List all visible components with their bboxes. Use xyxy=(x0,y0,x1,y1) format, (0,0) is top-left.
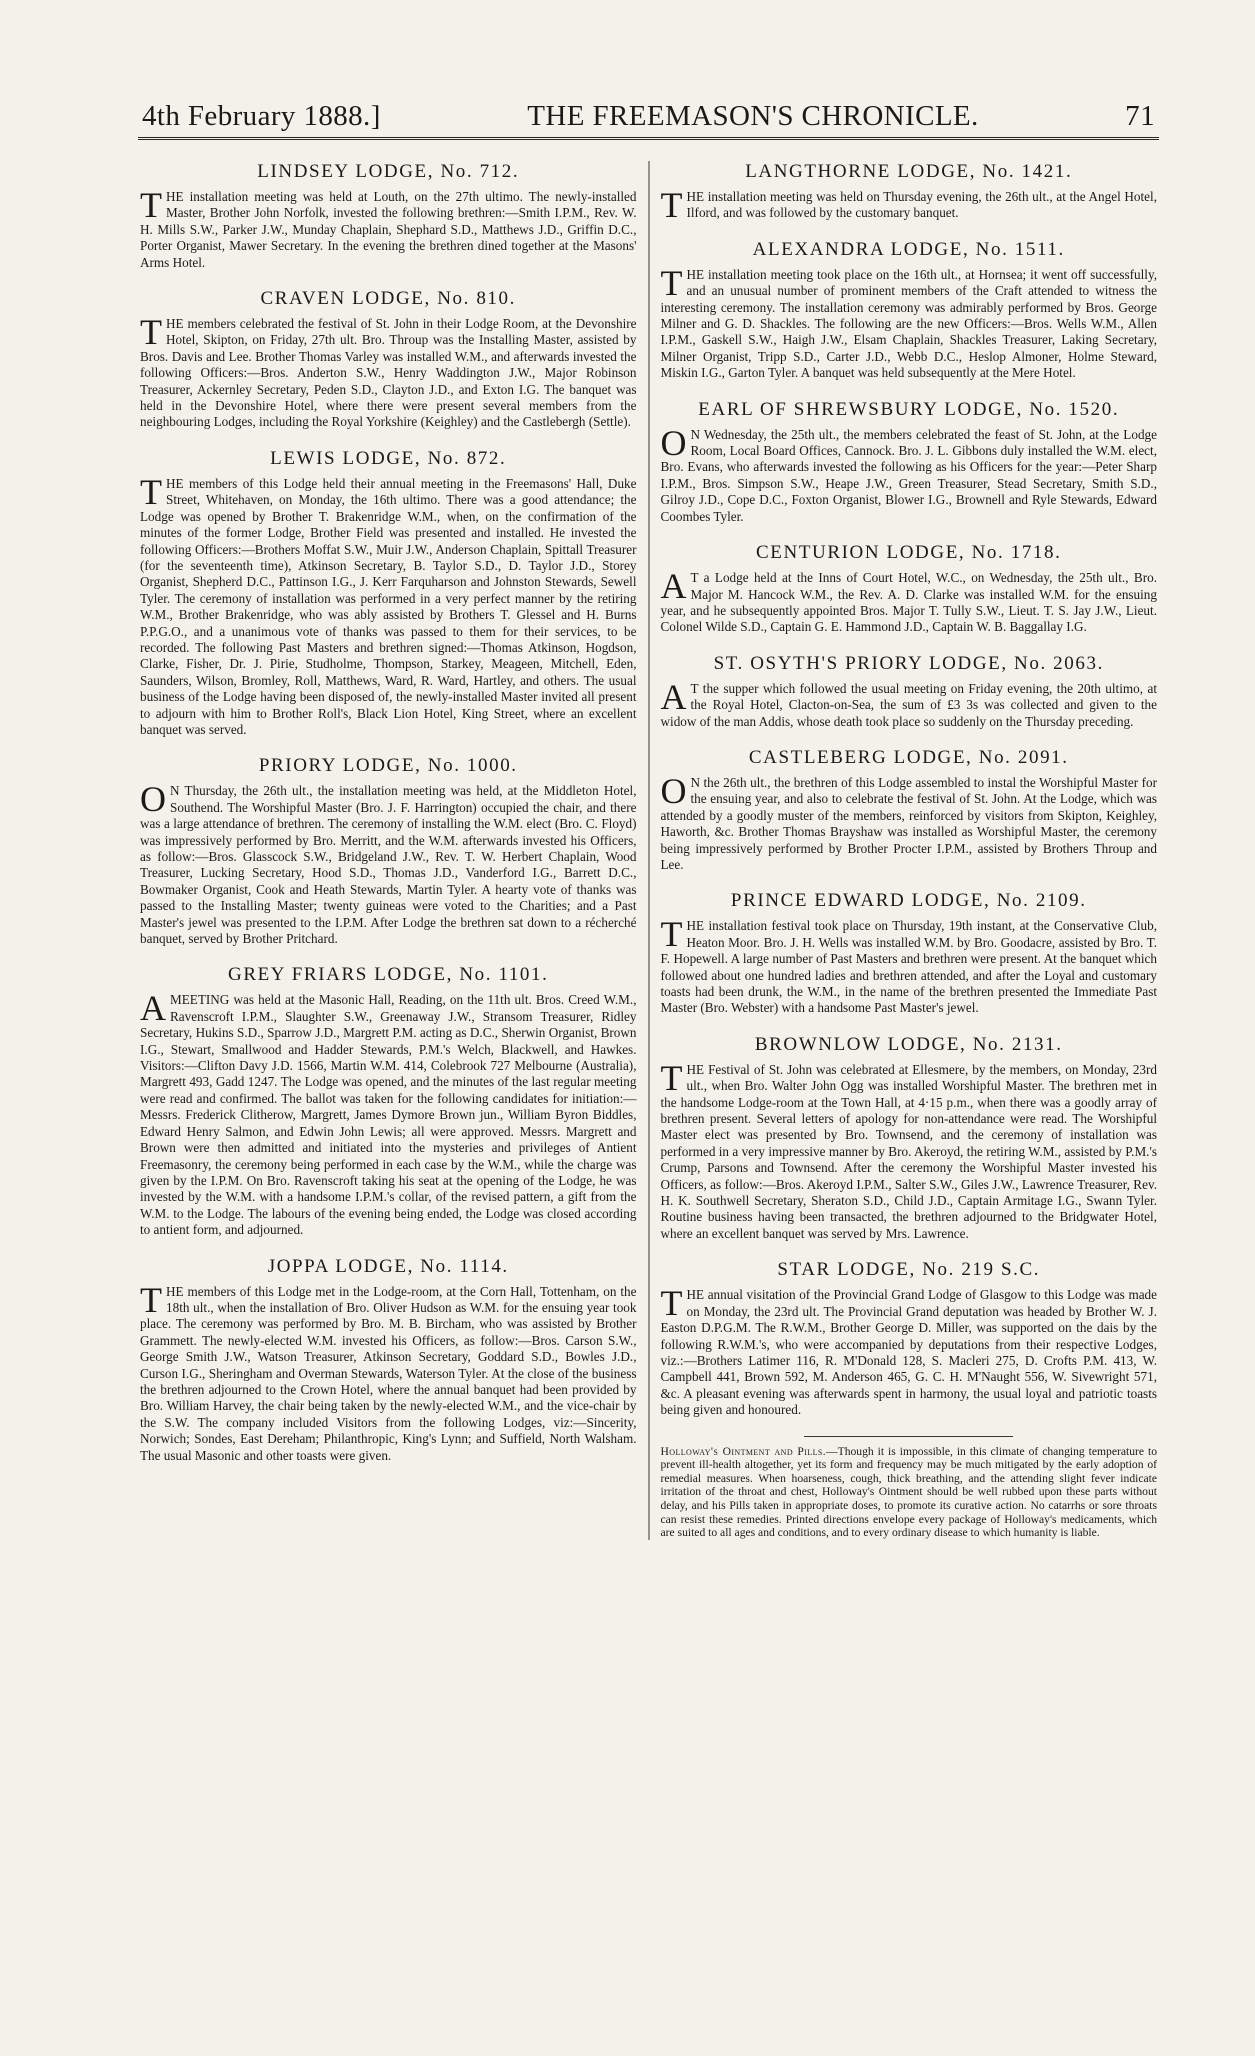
article-body xyxy=(660,1057,1158,1242)
article-body xyxy=(660,1283,1158,1418)
article-text: HE members of this Lodge held their annual meeting in the Freemasons' Hall, Duke Street, Whitehaven, on Monday, the 16th ultimo. There was a good attendance; the Lodge was opened by Brother T. Brakenridge W.M., when, on the confirmation of the minutes of the former Lodge, Brother Field was presented and installed. He invested the following Officers:—Brothers Moffat S.W., Muir J.W., Anderson Chaplain, Spittall Treasurer (for the seventeenth time), Atkinson Secretary, B. Taylor S.D., D. Taylor J.D., Storey Organist, Shepherd D.C., Pattinson I.G., J. Kerr Farquharson and Johnston Stewards, Sewell Tyler. The ceremony of installation was performed in a very perfect manner by the retiring W.M., Brother Brakenridge, who was ably assisted by Brothers T. Glessel and H. Burns P.P.G.O., and a unanimous vote of thanks was passed to them for their services, to be recorded. The following Past Masters and brethren signed:—Thomas Atkinson, Hogdson, Clarke, Fisher, Dr. J. Pirie, Studholme, Thompson, Starkey, Meageen, Mitchell, Eden, Saunders, Wilson, Bromley, Roll, Matthews, Ward, R. Ward, Hartley, and others. The usual business of the Lodge having been disposed of, the newly-installed Master invited all present to adjourn with him to Brother Roll's, Black Lion Hotel, King Street, where an excellent banquet was served. xyxy=(140,475,637,737)
article-text: HE installation meeting took place on the 16th ult., at Hornsea; it went off successfully, and an unusual number of prominent members of the Craft attended to witness the interesting ceremony. The installation ceremony was admirably performed by Bros. George Milner and G. D. Shackles. The following are the new Officers:—Bros. Wells W.M., Allen I.P.M., Gaskell S.W., Haigh J.W., Elsam Chaplain, Shackles Treasurer, Laking Secretary, Milner Organist, Tripp S.D., Carter J.D., Webb D.C., Heslop Almoner, Holme Steward, Miskin I.G., Garton Tyler. A banquet was held subsequently at the Mere Hotel. xyxy=(660,266,1157,381)
drop-cap: T xyxy=(660,1283,683,1324)
article-lewis-lodge xyxy=(140,448,637,739)
drop-cap: A xyxy=(140,988,166,1029)
drop-cap: O xyxy=(660,770,687,811)
article-lindsey-lodge xyxy=(140,161,637,271)
advert-heading: Holloway's Ointment and Pills. xyxy=(660,1444,827,1458)
drop-cap: O xyxy=(660,422,687,463)
drop-cap: T xyxy=(660,185,683,225)
publication-title: THE FREEMASON'S CHRONICLE. xyxy=(527,100,979,132)
article-title: PRIORY LODGE, No. 1000. xyxy=(258,755,518,777)
article-body xyxy=(140,1279,637,1464)
article-text: HE installation festival took place on Thursday, 19th instant, at the Conservative Club, Heaton Moor. Bro. J. H. Wells was installed W.M. by Bro. Goodacre, assisted by Bro. T. F. Hopewell. A large number of Past Masters and brethren were present. At the banquet which followed about one hundred ladies and brethren attended, and after the Loyal and customary toasts had been drunk, the W.M., in the name of the brethren presented the Immediate Past Master (Bro. Webster) with a handsome Past Master's jewel. xyxy=(660,918,1157,1016)
holloway-advertisement xyxy=(661,1445,1158,1540)
article-title: STAR LODGE, No. 219 S.C. xyxy=(777,1259,1041,1281)
article-body xyxy=(140,312,637,431)
article-title: CENTURION LODGE, No. 1718. xyxy=(756,542,1062,564)
article-text: N Wednesday, the 25th ult., the members celebrated the feast of St. John, at the Lodge Room, Local Board Offices, Cannock. Bro. J. L. Gibbons duly installed the W.M. elect, Bro. Evans, who afterwards invested the following as his Officers for the year:—Peter Sharp I.P.M., Bros. Simpson S.W., Heape J.W., Green Treasurer, Stead Secretary, Smith S.D., Gilroy J.D., Cope D.C., Foxton Organist, Blower I.G., Brownell and Ryle Stewards, Edward Coombes Tyler. xyxy=(660,426,1157,524)
article-castleberg-lodge xyxy=(661,747,1158,873)
article-joppa-lodge xyxy=(140,1256,637,1464)
article-body xyxy=(660,566,1158,636)
article-text: N the 26th ult., the brethren of this Lodge assembled to instal the Worshipful Master for the ensuing year, and also to celebrate the festival of St. John. At the Lodge, which was attended by a goodly muster of the members, reinforced by visitors from Skipton, Keighley, Haworth, &c. Brother Thomas Brayshaw was installed as Worshipful Master, the ceremony being impressively performed by Brother Procter I.P.M., assisted by Brothers Throup and Lee. xyxy=(660,774,1157,872)
article-body xyxy=(660,262,1158,382)
page-number: 71 xyxy=(1125,100,1155,132)
article-body xyxy=(660,676,1158,730)
article-grey-friars-lodge xyxy=(140,964,637,1238)
article-body xyxy=(660,914,1158,1016)
drop-cap: T xyxy=(140,312,162,353)
article-columns xyxy=(138,161,1159,1540)
article-title: GREY FRIARS LODGE, No. 1101. xyxy=(228,964,549,986)
article-body xyxy=(660,422,1158,525)
article-alexandra-lodge xyxy=(661,239,1158,382)
drop-cap: A xyxy=(660,676,687,717)
article-text: N Thursday, the 26th ult., the installation meeting was held, at the Middleton Hotel, Southend. The Worshipful Master (Bro. J. F. Harrington) occupied the chair, and there was a large attendance of brethren. The ceremony of installing the W.M. elect (Bro. C. Floyd) was impressively performed by Bro. Merritt, and the W.M. afterwards invested his Officers, as follow:—Bros. Glasscock S.W., Bridgeland J.W., Rev. T. W. Herbert Chaplain, Wood Treasurer, Lucking Secretary, Hood S.D., Thomas J.D., Vanderford I.G., Barrett D.C., Bowmaker Organist, Cook and Heath Stewards, Martin Tyler. A hearty vote of thanks was passed to the Installing Master; twenty guineas were voted to the Charities; and a Past Master's jewel was presented to the I.P.M. After Lodge the brethren sat down to a récherché banquet, served by Brother Pritchard. xyxy=(140,783,637,947)
article-title: LANGTHORNE LODGE, No. 1421. xyxy=(745,161,1073,182)
article-title: BROWNLOW LODGE, No. 2131. xyxy=(754,1033,1063,1055)
article-langthorne-lodge xyxy=(660,161,1158,225)
article-text: HE installation meeting was held at Louth, on the 27th ultimo. The newly-installed Master, Brother John Norfolk, invested the following brethren:—Smith I.P.M., Rev. W. H. Mills S.W., Parker J.W., Munday Chaplain, Shephard S.D., Matthews J.D., Griffin D.C., Porter Organist, Mawer Secretary. In the evening the brethren dined together at the Masons' Arms Hotel. xyxy=(140,189,637,270)
advert-text: —Though it is impossible, in this climate of changing temperature to prevent ill-health altogether, yet its form and frequency may be much mitigated by the early adoption of remedial measures. When hoarseness, cough, thick breathing, and the attending slight fever indicate irritation of the throat and chest, Holloway's Ointment should be well rubbed upon these parts without delay, and his Pills taken in appropriate doses, to promote its curative action. No catarrhs or sore throats can resist these remedies. Printed directions envelope every package of Holloway's medicaments, which are suited to all ages and conditions, and to every ordinary disease to which humanity is liable. xyxy=(660,1444,1157,1540)
drop-cap: T xyxy=(660,1057,683,1098)
article-body xyxy=(140,471,637,739)
drop-cap: A xyxy=(660,566,687,607)
article-title: PRINCE EDWARD LODGE, No. 2109. xyxy=(730,890,1087,912)
article-earl-of-shrewsbury-lodge xyxy=(661,399,1158,525)
drop-cap: T xyxy=(660,914,683,955)
drop-cap: T xyxy=(140,185,162,225)
article-text: HE Festival of St. John was celebrated at Ellesmere, by the members, on Monday, 23rd ult., when Bro. Walter John Ogg was installed Worshipful Master. The brethren met in the handsome Lodge-room at the Town Hall, at 4·15 p.m., when there was a goodly array of brethren present. Several letters of apology for non-attendance were read. The Worshipful Master elect was presented by Bro. Townsend, and the ceremony of installation was performed in a very impressive manner by Bro. Akeroyd, the retiring W.M., assisted by P.M.'s Crump, Parsons and Townsend. After the ceremony the Worshipful Master invested his Officers, as follow:—Bros. Akeroyd I.P.M., Salter S.W., Giles J.W., Lawrence Treasurer, Rev. H. K. Southwell Secretary, Sheraton S.D., Child J.D., Captain Armitage I.G., Swann Tyler. Routine business having been transacted, the brethren adjourned to the Bridgwater Hotel, where an excellent banquet was served by Mrs. Lawrence. xyxy=(660,1061,1157,1241)
left-column xyxy=(138,161,639,1540)
article-craven-lodge xyxy=(140,288,637,431)
article-text: T the supper which followed the usual meeting on Friday evening, the 20th ultimo, at the Royal Hotel, Clacton-on-Sea, the sum of £3 3s was collected and given to the widow of the man Addis, whose death took place so suddenly on the Thursday preceding. xyxy=(660,680,1157,729)
drop-cap: T xyxy=(660,262,683,303)
article-text: HE installation meeting was held on Thursday evening, the 26th ult., at the Angel Hotel, Ilford, and was followed by the customary banquet. xyxy=(686,189,1157,221)
article-body xyxy=(140,779,637,947)
article-brownlow-lodge xyxy=(661,1034,1158,1242)
article-text: T a Lodge held at the Inns of Court Hotel, W.C., on Wednesday, the 25th ult., Bro. Major M. Hancock W.M., the Rev. A. D. Clarke was installed W.M. for the ensuing year, and he subsequently appointed Bros. Major T. Tully S.W., Lieut. T. S. Jay J.W., Lieut. Colonel Wilde S.D., Captain G. E. Hammond J.D., Captain W. B. Baggallay I.G. xyxy=(660,570,1157,635)
article-title: ST. OSYTH'S PRIORY LODGE, No. 2063. xyxy=(713,652,1104,674)
article-body xyxy=(660,185,1158,225)
article-priory-lodge xyxy=(140,755,637,947)
article-centurion-lodge xyxy=(661,542,1158,636)
advert-divider xyxy=(804,1436,1013,1437)
drop-cap: T xyxy=(140,471,162,512)
article-body xyxy=(140,185,637,271)
article-text: MEETING was held at the Masonic Hall, Reading, on the 11th ult. Bros. Creed W.M., Ravenscroft I.P.M., Slaughter S.W., Greenaway J.W., Stransom Treasurer, Ridley Secretary, Hukins S.D., Sparrow J.D., Margrett P.M. acting as D.C., Sherwin Organist, Brown I.G., Stewart, Smallwood and Hadder Stewards, P.M.'s Welch, Blackwell, and Hawkes. Visitors:—Clifton Davy J.D. 1566, Martin W.M. 414, Colebrook 727 Melbourne (Australia), Margrett 493, Gadd 1247. The Lodge was opened, and the minutes of the last regular meeting were read and confirmed. The ballot was taken for the following candidates for initiation:—Messrs. Frederick Clitherow, Margrett, James Dymore Brown jun., William Byron Biddles, Edward Henry Salmon, and Edwin John Lewis; all were approved. Messrs. Margrett and Brown were then admitted and initiated into the mysteries and privileges of Antient Freemasonry, the ceremony being performed in each case by the W.M., while the charge was given by the I.P.M. On Bro. Ravenscroft taking his seat at the opening of the Lodge, he was invested by the W.M. with a handsome I.P.M.'s collar, of the revised pattern, a gift from the W.M. to the Lodge. The labours of the evening being ended, the Lodge was closed according to antient form, and adjourned. xyxy=(140,992,637,1238)
article-body xyxy=(140,988,637,1238)
article-star-lodge xyxy=(661,1259,1158,1418)
article-title: LINDSEY LODGE, No. 712. xyxy=(257,161,520,182)
issue-date: 4th February 1888.] xyxy=(142,100,381,132)
article-body xyxy=(660,770,1158,873)
article-text: HE annual visitation of the Provincial Grand Lodge of Glasgow to this Lodge was made on Monday, the 23rd ult. The Provincial Grand deputation was headed by Brother W. J. Easton D.P.G.M. The R.W.M., Brother George D. Miller, was supported on the dais by the following R.W.M.'s, who were accompanied by deputations from their respective Lodges, viz.:—Brothers Latimer 116, R. M'Donald 128, S. Macleri 275, D. Crofts P.M. 413, W. Campbell 441, Brown 592, M. Anderson 465, G. C. H. M'Naught 556, W. Sivewright 571, &c. A pleasant evening was afterwards spent in harmony, the usual loyal and patriotic toasts being given and honoured. xyxy=(660,1287,1157,1418)
running-head xyxy=(138,100,1159,137)
article-title: EARL OF SHREWSBURY LODGE, No. 1520. xyxy=(698,398,1120,420)
drop-cap: T xyxy=(140,1279,162,1320)
article-title: JOPPA LODGE, No. 1114. xyxy=(267,1255,509,1277)
article-text: HE members of this Lodge met in the Lodge-room, at the Corn Hall, Tottenham, on the 18th ult., when the installation of Bro. Oliver Hudson as W.M. for the ensuing year took place. The ceremony was performed by Bro. M. B. Bircham, who was assisted by Brother Grammett. The newly-elected W.M. invested his Officers, as follow:—Bros. Carson S.W., George Smith J.W., Watson Treasurer, Atkinson Secretary, Goddard S.D., Bowles J.D., Curson I.G., Sheringham and Overman Stewards, Waterson Tyler. At the close of the business the brethren adjourned to the Crown Hotel, where the annual banquet had been provided by Bro. William Harvey, the chair being taken by the newly-elected W.M., and the vice-chair by the S.W. The company included Visitors from the following Lodges, viz:—Sincerity, Norwich; Sondes, East Dereham; Philanthropic, King's Lynn; and Suffield, North Walsham. The usual Masonic and other toasts were given. xyxy=(140,1283,637,1463)
article-title: CASTLEBERG LODGE, No. 2091. xyxy=(748,746,1069,768)
article-text: HE members celebrated the festival of St. John in their Lodge Room, at the Devonshire Hotel, Skipton, on Friday, 27th ult. Bro. Throup was the Installing Master, assisted by Bros. Davis and Lee. Brother Thomas Varley was installed W.M., and afterwards invested the following Officers:—Bros. Anderton S.W., Henry Waddington J.W., Major Robinson Treasurer, Ackernley Secretary, Peden S.D., Clayton J.D., and Exton I.G. The banquet was held in the Devonshire Hotel, where there were present several members from the neighbouring Lodges, including the Royal Yorkshire (Keighley) and the Castlebergh (Settle). xyxy=(140,316,637,430)
article-title: LEWIS LODGE, No. 872. xyxy=(270,447,507,469)
right-column xyxy=(659,161,1160,1540)
article-title: CRAVEN LODGE, No. 810. xyxy=(260,288,516,310)
header-rule xyxy=(138,137,1159,141)
article-prince-edward-lodge xyxy=(661,890,1158,1016)
article-st-osyths-priory-lodge xyxy=(661,653,1158,730)
article-title: ALEXANDRA LODGE, No. 1511. xyxy=(752,238,1065,260)
drop-cap: O xyxy=(140,779,166,820)
